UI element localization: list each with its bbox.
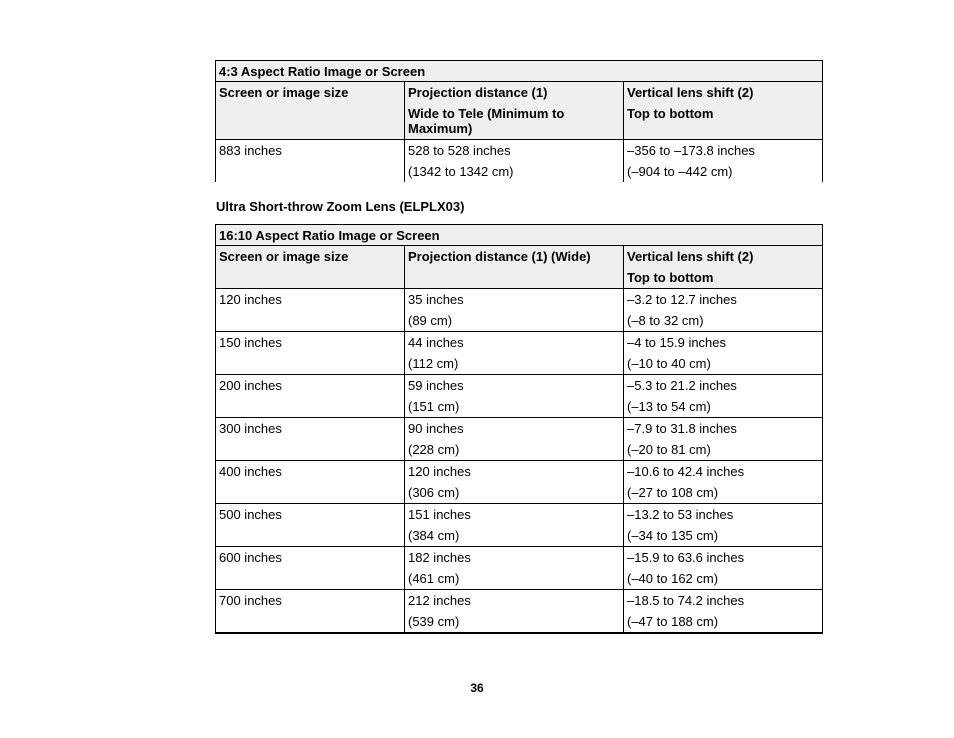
distance-value: 182 inches <box>408 550 471 565</box>
cell-shift <box>624 461 823 504</box>
cell-shift <box>624 547 823 590</box>
header-vertical-shift-label: Vertical lens shift (2) <box>627 249 754 264</box>
cell-shift <box>624 375 823 418</box>
header-projection-distance <box>405 82 624 140</box>
distance-cm-value: (461 cm) <box>408 571 460 586</box>
table-title-row <box>216 225 823 246</box>
distance-value: 59 inches <box>408 378 464 393</box>
cell-distance <box>405 289 624 332</box>
header-screen-size <box>216 82 405 140</box>
shift-value: –356 to –173.8 inches <box>627 143 755 158</box>
header-projection-distance-label: Projection distance (1) <box>408 85 548 100</box>
shift-value: –18.5 to 74.2 inches <box>627 593 745 608</box>
cell-distance <box>405 140 624 183</box>
table-row <box>216 140 823 183</box>
table-row <box>216 504 823 547</box>
distance-cm-value: (539 cm) <box>408 614 460 629</box>
size-value: 400 inches <box>219 464 282 479</box>
distance-value: 120 inches <box>408 464 471 479</box>
header-screen-size-label: Screen or image size <box>219 85 349 100</box>
cell-distance <box>405 590 624 634</box>
header-projection-distance-label: Projection distance (1) (Wide) <box>408 249 591 264</box>
distance-cm-value: (112 cm) <box>408 356 459 371</box>
cell-distance <box>405 547 624 590</box>
cell-spacer <box>219 482 401 503</box>
table-header-row <box>216 82 823 140</box>
distance-value: 44 inches <box>408 335 464 350</box>
size-value: 883 inches <box>219 143 282 158</box>
cell-spacer <box>219 568 401 589</box>
size-value: 200 inches <box>219 378 282 393</box>
header-vertical-shift-label: Vertical lens shift (2) <box>627 85 754 100</box>
shift-value: –10.6 to 42.4 inches <box>627 464 745 479</box>
table-row <box>216 332 823 375</box>
cell-shift <box>624 504 823 547</box>
shift-value: –15.9 to 63.6 inches <box>627 550 745 565</box>
distance-cm-value: (306 cm) <box>408 485 460 500</box>
cell-spacer <box>219 353 401 374</box>
size-value: 300 inches <box>219 421 282 436</box>
table-body <box>216 289 823 634</box>
header-projection-distance <box>405 246 624 289</box>
table-row <box>216 547 823 590</box>
header-vertical-shift-sub: Top to bottom <box>627 270 714 285</box>
distance-cm-value: (89 cm) <box>408 313 453 328</box>
distance-value: 151 inches <box>408 507 471 522</box>
cell-shift <box>624 332 823 375</box>
size-value: 150 inches <box>219 335 282 350</box>
distance-value: 35 inches <box>408 292 464 307</box>
cell-spacer <box>219 525 401 546</box>
shift-cm-value: (–34 to 135 cm) <box>627 528 719 543</box>
header-vertical-shift-sub: Top to bottom <box>627 106 714 121</box>
table-row <box>216 289 823 332</box>
shift-cm-value: (–20 to 81 cm) <box>627 442 711 457</box>
table-16-10-aspect <box>215 224 823 634</box>
shift-cm-value: (–47 to 188 cm) <box>627 614 719 629</box>
header-screen-size-label: Screen or image size <box>219 249 349 264</box>
cell-distance <box>405 375 624 418</box>
cell-size <box>216 461 405 504</box>
header-vertical-shift <box>624 82 823 140</box>
cell-shift <box>624 289 823 332</box>
table-title: 16:10 Aspect Ratio Image or Screen <box>216 225 823 246</box>
cell-size <box>216 418 405 461</box>
distance-cm-value: (228 cm) <box>408 442 460 457</box>
cell-size <box>216 590 405 634</box>
size-value: 600 inches <box>219 550 282 565</box>
cell-size <box>216 289 405 332</box>
cell-shift <box>624 590 823 634</box>
shift-cm-value: (–27 to 108 cm) <box>627 485 719 500</box>
cell-size <box>216 140 405 183</box>
cell-size <box>216 332 405 375</box>
table-title-row <box>216 61 823 82</box>
table-header-row <box>216 246 823 289</box>
shift-cm-value: (–40 to 162 cm) <box>627 571 719 586</box>
cell-distance <box>405 504 624 547</box>
cell-size <box>216 504 405 547</box>
shift-cm-value: (–904 to –442 cm) <box>627 164 733 179</box>
shift-cm-value: (–8 to 32 cm) <box>627 313 704 328</box>
cell-spacer <box>219 310 401 331</box>
shift-value: –4 to 15.9 inches <box>627 335 727 350</box>
cell-shift <box>624 140 823 183</box>
table-row <box>216 375 823 418</box>
shift-value: –13.2 to 53 inches <box>627 507 734 522</box>
shift-value: –3.2 to 12.7 inches <box>627 292 737 307</box>
distance-value: 212 inches <box>408 593 471 608</box>
header-screen-size <box>216 246 405 289</box>
shift-value: –7.9 to 31.8 inches <box>627 421 737 436</box>
table-4-3-aspect <box>215 60 823 182</box>
size-value: 700 inches <box>219 593 282 608</box>
page-number: 36 <box>470 681 484 695</box>
distance-value: 528 to 528 inches <box>408 143 511 158</box>
size-value: 500 inches <box>219 507 282 522</box>
shift-cm-value: (–13 to 54 cm) <box>627 399 711 414</box>
shift-value: –5.3 to 21.2 inches <box>627 378 737 393</box>
cell-distance <box>405 332 624 375</box>
cell-size <box>216 375 405 418</box>
distance-cm-value: (384 cm) <box>408 528 460 543</box>
table-row <box>216 590 823 634</box>
cell-spacer <box>219 396 401 417</box>
header-projection-distance-sub: Wide to Tele (Minimum to Maximum) <box>408 106 565 136</box>
distance-value: 90 inches <box>408 421 464 436</box>
table-title: 4:3 Aspect Ratio Image or Screen <box>216 61 823 82</box>
header-vertical-shift <box>624 246 823 289</box>
cell-distance <box>405 418 624 461</box>
cell-size <box>216 547 405 590</box>
cell-spacer <box>219 439 401 460</box>
size-value: 120 inches <box>219 292 282 307</box>
table-row <box>216 418 823 461</box>
distance-cm-value: (1342 to 1342 cm) <box>408 164 514 179</box>
table-row <box>216 461 823 504</box>
distance-cm-value: (151 cm) <box>408 399 460 414</box>
cell-distance <box>405 461 624 504</box>
cell-spacer <box>219 611 401 632</box>
shift-cm-value: (–10 to 40 cm) <box>627 356 711 371</box>
section-heading: Ultra Short-throw Zoom Lens (ELPLX03) <box>216 199 465 214</box>
cell-shift <box>624 418 823 461</box>
